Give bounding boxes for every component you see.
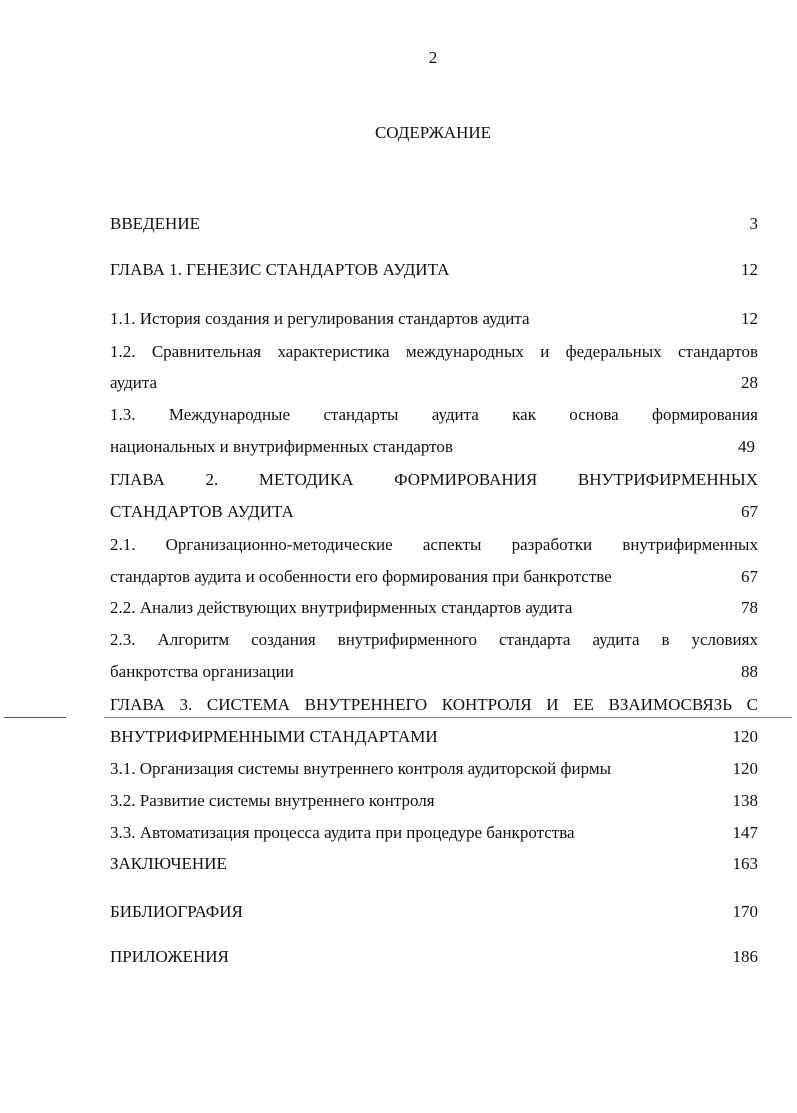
toc-entry-text: СТАНДАРТОВ АУДИТА xyxy=(110,502,294,521)
toc-word: основа xyxy=(569,405,619,424)
toc-word: разработки xyxy=(511,535,593,554)
toc-word: аудита xyxy=(431,405,479,424)
toc-entry-page: 67 xyxy=(741,502,758,521)
toc-entry-chapter-3-line1 xyxy=(110,693,758,717)
scan-artifact-line xyxy=(4,717,66,718)
toc-entry-text: 3.3. Автоматизация процесса аудита при процедуре банкротства xyxy=(110,823,575,842)
toc-word: ВНУТРИФИРМЕННЫХ xyxy=(577,470,758,489)
toc-title: СОДЕРЖАНИЕ xyxy=(374,123,492,142)
toc-entry-page: 88 xyxy=(741,662,758,681)
toc-entry-text: 3.2. Развитие системы внутреннего контроля xyxy=(110,791,435,810)
toc-entry-text: ЗАКЛЮЧЕНИЕ xyxy=(110,854,227,873)
toc-entry-section-2-3-line1 xyxy=(110,628,758,652)
toc-word: стандарта xyxy=(498,630,571,649)
toc-entry-text: 1.1. История создания и регулирования стандартов аудита xyxy=(110,309,530,328)
toc-word: в xyxy=(661,630,670,649)
toc-entry-section-2-1-line1 xyxy=(110,533,758,557)
toc-entry-section-3-2 xyxy=(110,789,758,813)
toc-word: МЕТОДИКА xyxy=(258,470,354,489)
toc-word: 2.3. xyxy=(110,630,136,649)
toc-word: СИСТЕМА xyxy=(206,695,291,714)
toc-entry-section-2-1-line2 xyxy=(110,565,758,589)
toc-word: Международные xyxy=(168,405,291,424)
toc-word: и xyxy=(540,342,550,361)
toc-entry-text: аудита xyxy=(110,373,158,392)
toc-word: федеральных xyxy=(565,342,662,361)
toc-word: И xyxy=(546,695,559,714)
toc-entry-section-1-1 xyxy=(110,307,758,331)
toc-entry-page: 138 xyxy=(732,791,758,810)
toc-entry-intro xyxy=(110,212,758,236)
toc-entry-text: 2.2. Анализ действующих внутрифирменных стандартов аудита xyxy=(110,598,573,617)
toc-entry-appendices xyxy=(110,945,758,969)
toc-word: 1.2. xyxy=(110,342,136,361)
toc-word: внутрифирменного xyxy=(337,630,477,649)
toc-word: создания xyxy=(251,630,316,649)
toc-entry-section-1-2-line2 xyxy=(110,371,758,395)
toc-word: характеристика xyxy=(277,342,390,361)
toc-entry-page: 147 xyxy=(732,823,758,842)
toc-entry-page: 3 xyxy=(749,214,758,233)
page-number: 2 xyxy=(428,48,438,67)
toc-entry-conclusion xyxy=(110,852,758,876)
toc-word: ВНУТРЕННЕГО xyxy=(304,695,428,714)
toc-entry-text: ВНУТРИФИРМЕННЫМИ СТАНДАРТАМИ xyxy=(110,727,438,746)
toc-entry-page: 120 xyxy=(732,759,758,778)
toc-entry-page: 12 xyxy=(741,260,758,279)
toc-word: 3. xyxy=(179,695,193,714)
toc-entry-chapter-1 xyxy=(110,258,758,282)
toc-entry-page: 120 xyxy=(732,727,758,746)
toc-entry-section-2-3-line2 xyxy=(110,660,758,684)
toc-entry-section-1-3-line2 xyxy=(110,435,758,459)
toc-entry-text: БИБЛИОГРАФИЯ xyxy=(110,902,243,921)
toc-word: Сравнительная xyxy=(151,342,262,361)
scan-artifact-line xyxy=(104,717,792,718)
toc-word: аудита xyxy=(592,630,640,649)
toc-entry-page: 163 xyxy=(732,854,758,873)
toc-entry-page: 186 xyxy=(732,947,758,966)
toc-word: аспекты xyxy=(422,535,482,554)
toc-entry-bibliography xyxy=(110,900,758,924)
toc-entry-chapter-2-line2 xyxy=(110,500,758,524)
toc-word: ЕЕ xyxy=(573,695,594,714)
toc-word: ВЗАИМОСВЯЗЬ xyxy=(608,695,733,714)
toc-word: КОНТРОЛЯ xyxy=(441,695,532,714)
toc-entry-page: 12 xyxy=(741,309,758,328)
toc-entry-section-2-2 xyxy=(110,596,758,620)
toc-word: Алгоритм xyxy=(157,630,230,649)
toc-entry-chapter-2-line1 xyxy=(110,468,758,492)
toc-entry-text: ВВЕДЕНИЕ xyxy=(110,214,200,233)
toc-entry-page: 67 xyxy=(741,567,758,586)
toc-word: формирования xyxy=(652,405,758,424)
toc-word: ФОРМИРОВАНИЯ xyxy=(394,470,538,489)
toc-entry-text: 3.1. Организация системы внутреннего контроля аудиторской фирмы xyxy=(110,759,612,778)
toc-word: С xyxy=(746,695,758,714)
toc-word: как xyxy=(512,405,536,424)
toc-word: ГЛАВА xyxy=(110,470,165,489)
toc-entry-section-3-1 xyxy=(110,757,758,781)
toc-entry-page: 49 xyxy=(738,437,755,456)
toc-entry-text: банкротства организации xyxy=(110,662,294,681)
toc-entry-chapter-3-line2 xyxy=(110,725,758,749)
toc-word: внутрифирменных xyxy=(622,535,758,554)
toc-entry-text: ПРИЛОЖЕНИЯ xyxy=(110,947,229,966)
toc-word: ГЛАВА xyxy=(110,695,165,714)
toc-word: стандартов xyxy=(677,342,758,361)
toc-word: международных xyxy=(405,342,524,361)
toc-entry-text: ГЛАВА 1. ГЕНЕЗИС СТАНДАРТОВ АУДИТА xyxy=(110,260,450,279)
toc-word: Организационно-методические xyxy=(165,535,393,554)
toc-entry-text: национальных и внутрифирменных стандартов xyxy=(110,437,453,456)
toc-word: условиях xyxy=(691,630,758,649)
toc-word: стандарты xyxy=(323,405,399,424)
toc-word: 1.3. xyxy=(110,405,136,424)
toc-entry-page: 78 xyxy=(741,598,758,617)
toc-entry-page: 170 xyxy=(732,902,758,921)
toc-word: 2. xyxy=(205,470,219,489)
toc-entry-section-3-3 xyxy=(110,821,758,845)
toc-entry-section-1-2-line1 xyxy=(110,340,758,364)
toc-entry-page: 28 xyxy=(741,373,758,392)
toc-entry-text: стандартов аудита и особенности его формирования при банкротстве xyxy=(110,567,612,586)
toc-word: 2.1. xyxy=(110,535,136,554)
toc-entry-section-1-3-line1 xyxy=(110,403,758,427)
